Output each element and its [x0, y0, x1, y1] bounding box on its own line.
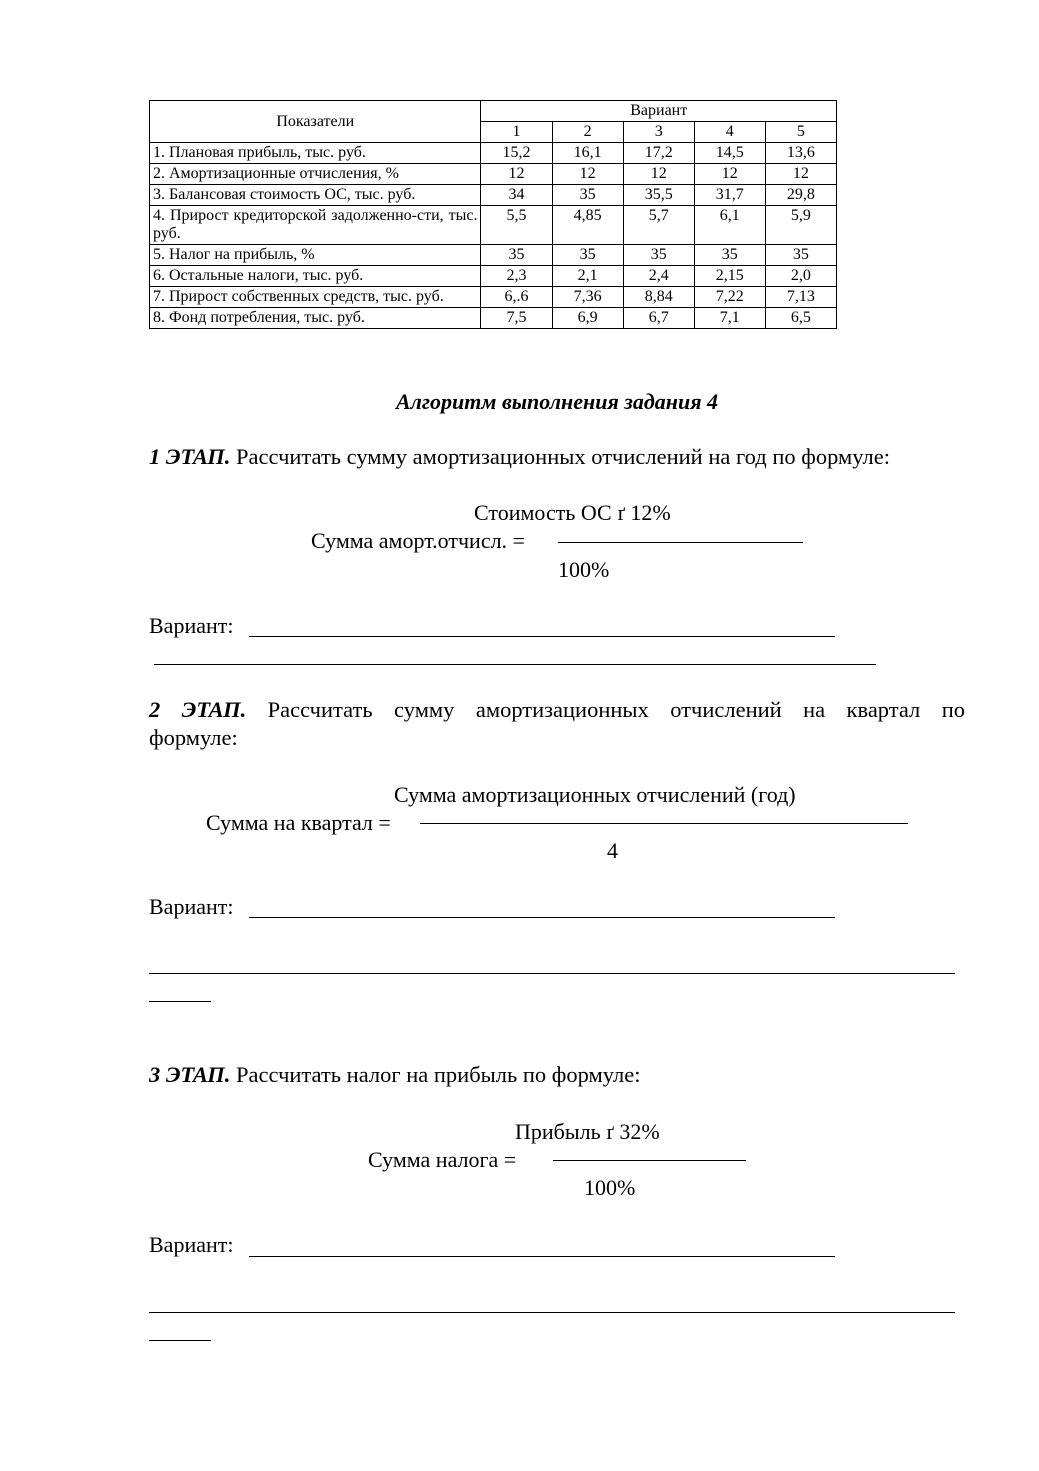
table-cell: 35,5: [623, 185, 694, 206]
variant-number: 1: [481, 122, 552, 143]
stage3-answer-line[interactable]: [249, 1256, 835, 1257]
row-label: 2. Амортизационные отчисления, %: [150, 164, 481, 185]
stage3-fraction-bar: [553, 1160, 746, 1161]
stage1-numerator: Стоимость ОС ґ 12%: [474, 500, 671, 525]
table-cell: 6,1: [694, 206, 765, 245]
stage1-tag: 1 ЭТАП.: [149, 444, 231, 469]
table-cell: 2,1: [552, 266, 623, 287]
stage1-paragraph: [149, 444, 890, 470]
table-cell: 16,1: [552, 143, 623, 164]
indicators-table: [149, 100, 837, 329]
stage3-lhs: Сумма налога =: [368, 1147, 517, 1172]
variant-number: 5: [765, 122, 836, 143]
variant-number: 3: [623, 122, 694, 143]
table-cell: 15,2: [481, 143, 552, 164]
table-cell: 5,7: [623, 206, 694, 245]
table-row: [150, 308, 837, 329]
row-label: 6. Остальные налоги, тыс. руб.: [150, 266, 481, 287]
row-label: 1. Плановая прибыль, тыс. руб.: [150, 143, 481, 164]
table-row: [150, 245, 837, 266]
table-cell: 6,5: [765, 308, 836, 329]
table-cell: 2,0: [765, 266, 836, 287]
stage2-tag: 2 ЭТАП.: [149, 697, 247, 722]
table-row: [150, 206, 837, 245]
stage3-answer-line-3[interactable]: [149, 1340, 211, 1341]
table-row: [150, 143, 837, 164]
row-label: 7. Прирост собственных средств, тыс. руб.: [150, 287, 481, 308]
table-cell: 7,13: [765, 287, 836, 308]
table-cell: 12: [623, 164, 694, 185]
algorithm-heading: Алгоритм выполнения задания 4: [395, 389, 719, 414]
table-cell: 4,85: [552, 206, 623, 245]
stage3-denominator: 100%: [584, 1175, 636, 1200]
row-label: 8. Фонд потребления, тыс. руб.: [150, 308, 481, 329]
stage2-variant-label: Вариант:: [149, 894, 234, 919]
stage3-numerator: Прибыль ґ 32%: [515, 1119, 660, 1144]
stage2-denominator: 4: [607, 838, 618, 863]
table-cell: 7,22: [694, 287, 765, 308]
stage2-text-continued: формуле:: [149, 725, 238, 750]
stage1-text: Рассчитать сумму амортизационных отчислений на год по формуле:: [236, 444, 890, 469]
table-cell: 2,4: [623, 266, 694, 287]
table-cell: 17,2: [623, 143, 694, 164]
table-cell: 5,5: [481, 206, 552, 245]
table-header-row: [150, 101, 837, 122]
stage2-text: Рассчитать сумму амортизационных отчислений на квартал по: [267, 697, 965, 722]
table-cell: 35: [481, 245, 552, 266]
stage2-answer-line-2[interactable]: [149, 973, 955, 974]
table-cell: 7,5: [481, 308, 552, 329]
table-cell: 6,.6: [481, 287, 552, 308]
table-cell: 12: [552, 164, 623, 185]
stage3-answer-line-2[interactable]: [149, 1312, 955, 1313]
table-cell: 7,36: [552, 287, 623, 308]
table-cell: 34: [481, 185, 552, 206]
table-cell: 12: [694, 164, 765, 185]
table-cell: 8,84: [623, 287, 694, 308]
row-label: 3. Балансовая стоимость ОС, тыс. руб.: [150, 185, 481, 206]
table-cell: 5,9: [765, 206, 836, 245]
table-cell: 12: [765, 164, 836, 185]
stage1-answer-line-2[interactable]: [154, 664, 876, 665]
stage3-text: Рассчитать налог на прибыль по формуле:: [236, 1062, 641, 1087]
stage1-variant-label: Вариант:: [149, 613, 234, 638]
table-cell: 29,8: [765, 185, 836, 206]
stage1-answer-line[interactable]: [249, 636, 835, 637]
stage1-lhs: Сумма аморт.отчисл. =: [311, 528, 525, 553]
table-cell: 7,1: [694, 308, 765, 329]
stage1-fraction-bar: [558, 542, 803, 543]
table-cell: 12: [481, 164, 552, 185]
stage2-fraction-bar: [420, 823, 908, 824]
row-label: 4. Прирост кредиторской задолженно-сти, тыс. руб.: [150, 206, 481, 245]
stage3-variant-label: Вариант:: [149, 1232, 234, 1257]
table-cell: 35: [765, 245, 836, 266]
row-label: 5. Налог на прибыль, %: [150, 245, 481, 266]
table-cell: 35: [623, 245, 694, 266]
variant-number: 2: [552, 122, 623, 143]
stage1-denominator: 100%: [558, 557, 610, 582]
table-row: [150, 266, 837, 287]
table-cell: 6,9: [552, 308, 623, 329]
stage2-lhs: Сумма на квартал =: [206, 810, 391, 835]
variant-number: 4: [694, 122, 765, 143]
table-cell: 35: [552, 245, 623, 266]
stage3-paragraph: [149, 1062, 641, 1088]
stage2-paragraph: [149, 697, 965, 723]
table-cell: 2,15: [694, 266, 765, 287]
stage2-answer-line[interactable]: [249, 917, 835, 918]
table-row: [150, 185, 837, 206]
table-cell: 14,5: [694, 143, 765, 164]
table-cell: 35: [694, 245, 765, 266]
stage3-tag: 3 ЭТАП.: [149, 1062, 231, 1087]
header-variant: Вариант: [481, 101, 837, 122]
table-cell: 31,7: [694, 185, 765, 206]
table-cell: 2,3: [481, 266, 552, 287]
header-indicators: Показатели: [150, 101, 481, 143]
stage2-answer-line-3[interactable]: [149, 1001, 211, 1002]
table-cell: 13,6: [765, 143, 836, 164]
table-row: [150, 287, 837, 308]
table-cell: 35: [552, 185, 623, 206]
table-cell: 6,7: [623, 308, 694, 329]
table-row: [150, 164, 837, 185]
stage2-numerator: Сумма амортизационных отчислений (год): [394, 782, 796, 807]
